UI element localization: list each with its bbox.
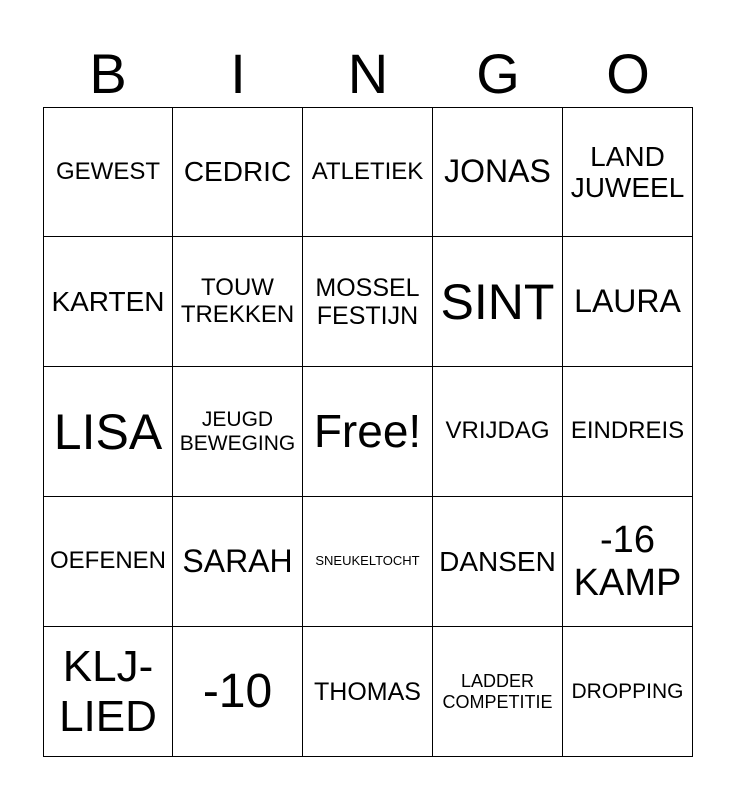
bingo-cell[interactable]: EINDREIS xyxy=(563,367,693,497)
bingo-cell[interactable]: TOUW TREKKEN xyxy=(173,237,303,367)
header-letter-g: G xyxy=(476,42,520,105)
bingo-cell[interactable]: LISA xyxy=(43,367,173,497)
bingo-cell[interactable]: SNEUKELTOCHT xyxy=(303,497,433,627)
bingo-board xyxy=(43,107,693,757)
bingo-cell[interactable]: ATLETIEK xyxy=(303,107,433,237)
bingo-cell[interactable]: OEFENEN xyxy=(43,497,173,627)
bingo-cell[interactable]: LAURA xyxy=(563,237,693,367)
bingo-cell[interactable]: THOMAS xyxy=(303,627,433,757)
bingo-cell[interactable]: LADDER COMPETITIE xyxy=(433,627,563,757)
bingo-cell[interactable]: DROPPING xyxy=(563,627,693,757)
bingo-cell[interactable]: DANSEN xyxy=(433,497,563,627)
bingo-header xyxy=(43,42,693,106)
bingo-cell free-space[interactable]: Free! xyxy=(303,367,433,497)
header-letter-o: O xyxy=(606,42,650,105)
bingo-cell[interactable]: -16 KAMP xyxy=(563,497,693,627)
bingo-cell[interactable]: SINT xyxy=(433,237,563,367)
header-letter-b: B xyxy=(89,42,127,105)
bingo-cell[interactable]: GEWEST xyxy=(43,107,173,237)
bingo-cell[interactable]: KLJ- LIED xyxy=(43,627,173,757)
bingo-cell[interactable]: KARTEN xyxy=(43,237,173,367)
bingo-cell[interactable]: -10 xyxy=(173,627,303,757)
header-letter-n: N xyxy=(347,42,389,105)
bingo-cell[interactable]: MOSSEL FESTIJN xyxy=(303,237,433,367)
bingo-cell[interactable]: JONAS xyxy=(433,107,563,237)
header-letter-i: I xyxy=(230,42,246,105)
bingo-cell[interactable]: JEUGD BEWEGING xyxy=(173,367,303,497)
bingo-cell[interactable]: VRIJDAG xyxy=(433,367,563,497)
bingo-cell[interactable]: SARAH xyxy=(173,497,303,627)
bingo-cell[interactable]: LAND JUWEEL xyxy=(563,107,693,237)
bingo-cell[interactable]: CEDRIC xyxy=(173,107,303,237)
